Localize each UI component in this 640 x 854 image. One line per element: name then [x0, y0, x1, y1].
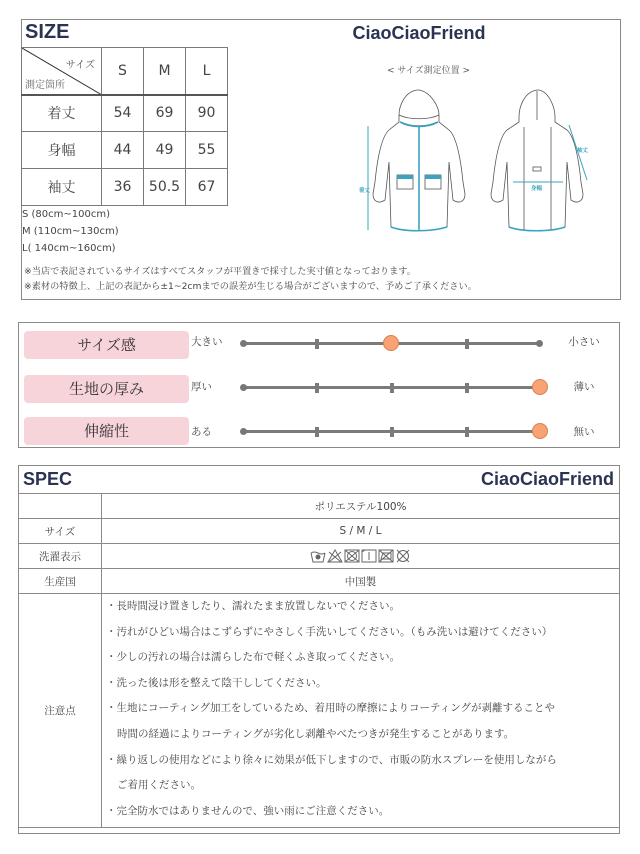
brand-name: CiaoCiaoFriend	[480, 469, 614, 489]
track-tick	[465, 427, 469, 437]
scale-label-size-feel: サイズ感	[24, 331, 189, 359]
scale-left-text: 大きい	[191, 336, 223, 348]
scale-right-text: 小さい	[568, 336, 600, 348]
size-note: ※素材の特徴上、上記の表記から±1~2cmまでの誤差が生じる場合がございますので、予めご了承ください。	[24, 281, 477, 292]
cell-value: 50.5	[144, 169, 186, 206]
column-header-m: M	[144, 48, 186, 95]
size-heading: SIZE	[25, 21, 70, 43]
spec-table	[18, 493, 620, 828]
note-line: ・生地にコーティング加工をしているため、着用時の摩擦によりコーティングが剥離することや	[106, 702, 555, 715]
note-line: ・洗った後は形を整えて陰干ししてください。	[106, 676, 327, 689]
scale-knob[interactable]	[532, 423, 548, 439]
spec-row-size	[19, 519, 620, 544]
note-line: 時間の経過によりコーティングが劣化し剥離やべたつきが発生することがあります。	[117, 727, 515, 740]
range-m: M (110cm~130cm)	[22, 226, 119, 237]
size-ranges	[22, 206, 119, 257]
spec-value: ポリエステル100%	[102, 494, 620, 519]
track-start-dot	[240, 340, 247, 347]
cell-value: 90	[186, 95, 228, 132]
no-dry-clean-icon	[395, 549, 411, 563]
column-header-l: L	[186, 48, 228, 95]
spec-row-notes	[19, 594, 620, 828]
table-row	[22, 95, 228, 132]
table-row	[22, 169, 228, 206]
track-tick	[390, 427, 394, 437]
table-row	[22, 132, 228, 169]
size-notes	[24, 264, 477, 294]
cell-value: 44	[102, 132, 144, 169]
row-label: 着丈	[22, 95, 102, 132]
note-line: ・汚れがひどい場合はこずらずにやさしく手洗いしてください。（もみ洗いは避けてください）	[106, 625, 553, 638]
scale-knob[interactable]	[532, 379, 548, 395]
spec-row-care	[19, 544, 620, 569]
size-table	[21, 47, 228, 206]
track-tick	[315, 383, 319, 393]
range-s: S (80cm~100cm)	[22, 209, 110, 220]
sleeve-label: 袖丈	[577, 148, 589, 154]
corner-bottom-label: 測定箇所	[25, 79, 65, 91]
size-table-header	[22, 48, 228, 95]
cell-value: 49	[144, 132, 186, 169]
row-label: 袖丈	[22, 169, 102, 206]
length-label: 着丈	[359, 188, 371, 194]
cell-value: 36	[102, 169, 144, 206]
scale-right-text: 薄い	[573, 381, 595, 393]
fit-scales-section	[18, 322, 620, 448]
range-l: L( 140cm~160cm)	[22, 243, 116, 254]
scale-left-text: 厚い	[191, 381, 212, 393]
row-label: 身幅	[22, 132, 102, 169]
corner-top-label: サイズ	[65, 60, 95, 71]
corner-cell	[22, 48, 102, 95]
scale-knob[interactable]	[383, 335, 399, 351]
spec-heading: SPEC	[23, 469, 73, 489]
scale-right-text: 無い	[573, 426, 595, 438]
no-bleach-icon	[327, 549, 343, 563]
track-start-dot	[240, 428, 247, 435]
line-dry-icon	[361, 549, 377, 563]
spec-key: 注意点	[19, 594, 102, 828]
no-iron-icon	[378, 549, 394, 563]
width-label: 身幅	[531, 186, 543, 192]
note-line: ・長時間浸け置きしたり、濡れたまま放置しないでください。	[106, 600, 400, 612]
spec-row-material	[19, 494, 620, 519]
spec-key: 洗濯表示	[19, 544, 102, 569]
spec-notes	[102, 594, 620, 828]
cell-value: 67	[186, 169, 228, 206]
scale-label-stretch: 伸縮性	[24, 417, 189, 445]
raincoat-illustration	[359, 82, 599, 257]
track-tick	[390, 383, 394, 393]
scale-label-fabric-thickness: 生地の厚み	[24, 375, 189, 403]
spec-section	[18, 465, 620, 834]
scale-track	[243, 430, 539, 433]
care-icons	[310, 549, 411, 563]
spec-key: 生産国	[19, 569, 102, 594]
size-note: ※当店で表記されているサイズはすべてスタッフが平置きで採寸した実寸値となっております。	[24, 266, 416, 277]
note-line: ご着用ください。	[117, 779, 201, 792]
note-line: ・繰り返しの使用などにより徐々に効果が低下しますので、市販の防水スプレーを使用しながら	[106, 753, 557, 766]
track-tick	[315, 339, 319, 349]
hand-wash-icon	[310, 549, 326, 563]
spec-value: S / M / L	[102, 519, 620, 544]
spec-row-origin	[19, 569, 620, 594]
scale-track	[243, 342, 539, 345]
spec-key: サイズ	[19, 519, 102, 544]
cell-value: 55	[186, 132, 228, 169]
spec-key	[19, 494, 102, 519]
track-start-dot	[240, 384, 247, 391]
spec-value-care	[102, 544, 620, 569]
cell-value: 69	[144, 95, 186, 132]
size-section	[21, 19, 621, 300]
track-tick	[465, 383, 469, 393]
brand-name: CiaoCiaoFriend	[352, 23, 486, 43]
track-tick	[465, 339, 469, 349]
scale-track	[243, 386, 539, 389]
no-tumble-dry-icon	[344, 549, 360, 563]
scale-left-text: ある	[191, 426, 212, 438]
measure-caption: < サイズ測定位置 >	[387, 66, 471, 76]
note-line: ・完全防水ではありませんので、強い雨にご注意ください。	[106, 804, 390, 817]
track-tick	[315, 427, 319, 437]
spec-value: 中国製	[102, 569, 620, 594]
cell-value: 54	[102, 95, 144, 132]
column-header-s: S	[102, 48, 144, 95]
note-line: ・少しの汚れの場合は濡らした布で軽くふき取ってください。	[106, 651, 400, 664]
track-end-dot	[536, 340, 543, 347]
